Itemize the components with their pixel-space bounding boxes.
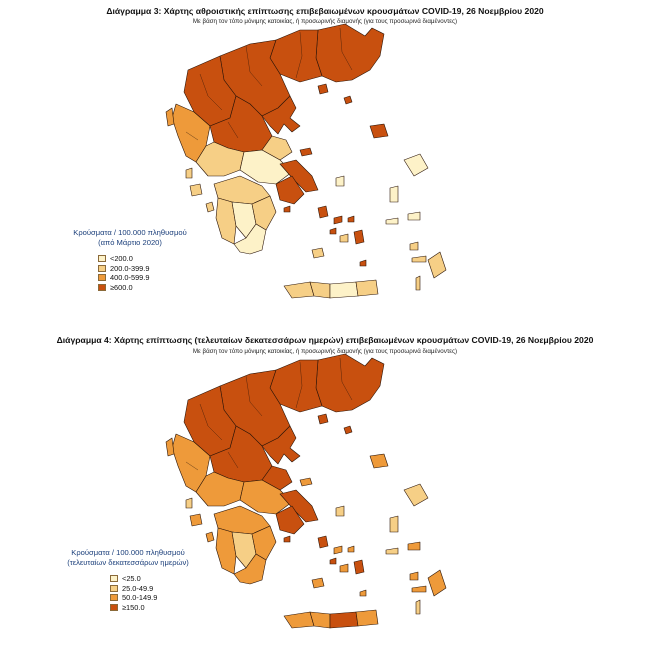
map1-island-kos: [412, 256, 426, 262]
map1-legend-item: [98, 264, 200, 274]
map2-island-samothrace: [344, 426, 352, 434]
map2-island-corfu: [166, 438, 174, 456]
map1-island-crete-west: [284, 282, 314, 298]
map1-legend-item: [98, 273, 200, 283]
map2-legend-item: [110, 574, 208, 584]
map1-legend-title-line2: (από Μάρτιο 2020): [98, 238, 162, 247]
map2-island-naxos: [354, 560, 364, 574]
map2-island-kalymnos: [410, 572, 418, 580]
map1-island-mykonos: [348, 216, 354, 222]
map2-legend-title-line2: (τελευταίων δεκατεσσάρων ημερών): [67, 558, 189, 567]
map1-legend-item: [98, 254, 200, 264]
map1-island-samos: [408, 212, 420, 220]
map1-island-tinos: [334, 216, 342, 224]
map2-panel: [0, 330, 650, 663]
map1-island-kalymnos: [410, 242, 418, 250]
map2-legend-item: [110, 593, 208, 603]
map2-island-kefalonia: [190, 514, 202, 526]
map1-island-kefalonia: [190, 184, 202, 196]
map1-island-chios: [390, 186, 398, 202]
map1-island-paros: [340, 234, 348, 242]
map1-region-thrace: [316, 24, 384, 82]
map2-island-tinos: [334, 546, 342, 554]
map2-island-crete-west: [284, 612, 314, 628]
map1-island-syros: [330, 228, 336, 234]
map2-island-zakynthos: [206, 532, 214, 542]
map2-island-lesvos: [404, 484, 428, 506]
map2-legend-label: 50.0-149.9: [122, 593, 158, 603]
map2-legend-swatch: [110, 585, 118, 592]
map2-legend-item: [110, 584, 208, 594]
map1-island-lesvos: [404, 154, 428, 176]
map2-legend-title-line1: Κρούσματα / 100.000 πληθυσμού: [71, 548, 185, 557]
map1-island-thasos: [318, 84, 328, 94]
map1-island-milos: [312, 248, 324, 258]
map2-legend-swatch: [110, 575, 118, 582]
map2-island-mykonos: [348, 546, 354, 552]
map2-island-santorini: [360, 590, 366, 596]
map1-island-naxos: [354, 230, 364, 244]
map1-legend-label: <200.0: [110, 254, 133, 264]
map2-subtitle: Με βάση τον τόπο μόνιμης κατοικίας, ή προσωρινής διαμονής (για τους προσωρινά διαμένοντες): [192, 348, 458, 355]
map1-island-rhodes: [428, 252, 446, 278]
map1-legend-label: 400.0-599.9: [110, 273, 150, 283]
map1-legend-title-line1: Κρούσματα / 100.000 πληθυσμού: [73, 228, 187, 237]
map1-legend-label: ≥600.0: [110, 282, 133, 292]
map2-island-karpathos: [416, 600, 420, 614]
map2-title: Διάγραμμα 4: Χάρτης επίπτωσης (τελευταίων δεκατεσσάρων ημερών) επιβεβαιωμένων κρουσμάτων COVID-19, 26 Νοεμβρίου 2020: [56, 335, 594, 345]
map1-legend-swatch: [98, 265, 106, 272]
map1-island-crete-heraklion: [330, 282, 358, 298]
map1-island-lemnos: [370, 124, 388, 138]
map2-island-kos: [412, 586, 426, 592]
map1-legend: [60, 228, 200, 292]
map1-legend-swatch: [98, 255, 106, 262]
map2-island-syros: [330, 558, 336, 564]
map2-greece-choropleth: [0, 330, 650, 663]
map1-legend-swatch: [98, 284, 106, 291]
map2-island-lemnos: [370, 454, 388, 468]
map1-subtitle: Με βάση τον τόπο μόνιμης κατοικίας, ή προσωρινής διαμονής (για τους προσωρινά διαμένοντες): [192, 18, 458, 25]
map2-island-andros: [318, 536, 328, 548]
map2-island-thasos: [318, 414, 328, 424]
map2-island-paros: [340, 564, 348, 572]
map1-legend-item: [98, 283, 200, 293]
map2-legend-label: <25.0: [122, 574, 141, 584]
map2-island-crete-east: [356, 610, 378, 626]
map1-island-zakynthos: [206, 202, 214, 212]
map1-island-santorini: [360, 260, 366, 266]
map1-island-andros: [318, 206, 328, 218]
map2-legend: [48, 548, 208, 612]
map2-island-chios: [390, 516, 398, 532]
map1-island-karpathos: [416, 276, 420, 290]
map1-legend-swatch: [98, 274, 106, 281]
map2-region-thrace: [316, 354, 384, 412]
map1-island-crete-east: [356, 280, 378, 296]
map1-panel: [0, 0, 650, 320]
map1-island-corfu: [166, 108, 174, 126]
map2-legend-label: ≥150.0: [122, 602, 145, 612]
map2-island-milos: [312, 578, 324, 588]
map2-island-samos: [408, 542, 420, 550]
map2-island-lefkada: [186, 498, 192, 508]
map2-island-ikaria: [386, 548, 398, 554]
map2-island-rhodes: [428, 570, 446, 596]
map1-legend-label: 200.0-399.9: [110, 263, 150, 273]
map1-title: Διάγραμμα 3: Χάρτης αθροιστικής επίπτωσης επιβεβαιωμένων κρουσμάτων COVID-19, 26 Νοεμβρίου 2020: [106, 6, 544, 16]
map1-island-ikaria: [386, 218, 398, 224]
map2-island-sporades: [300, 478, 312, 486]
map1-island-skyros: [336, 176, 344, 186]
map1-island-aegina: [284, 206, 290, 212]
map2-island-aegina: [284, 536, 290, 542]
map1-island-samothrace: [344, 96, 352, 104]
map1-island-sporades: [300, 148, 312, 156]
map2-legend-swatch: [110, 604, 118, 611]
map1-island-lefkada: [186, 168, 192, 178]
map2-legend-label: 25.0-49.9: [122, 583, 154, 593]
map2-island-skyros: [336, 506, 344, 516]
map2-legend-item: [110, 603, 208, 613]
map2-island-crete-heraklion: [330, 612, 358, 628]
map2-legend-swatch: [110, 594, 118, 601]
